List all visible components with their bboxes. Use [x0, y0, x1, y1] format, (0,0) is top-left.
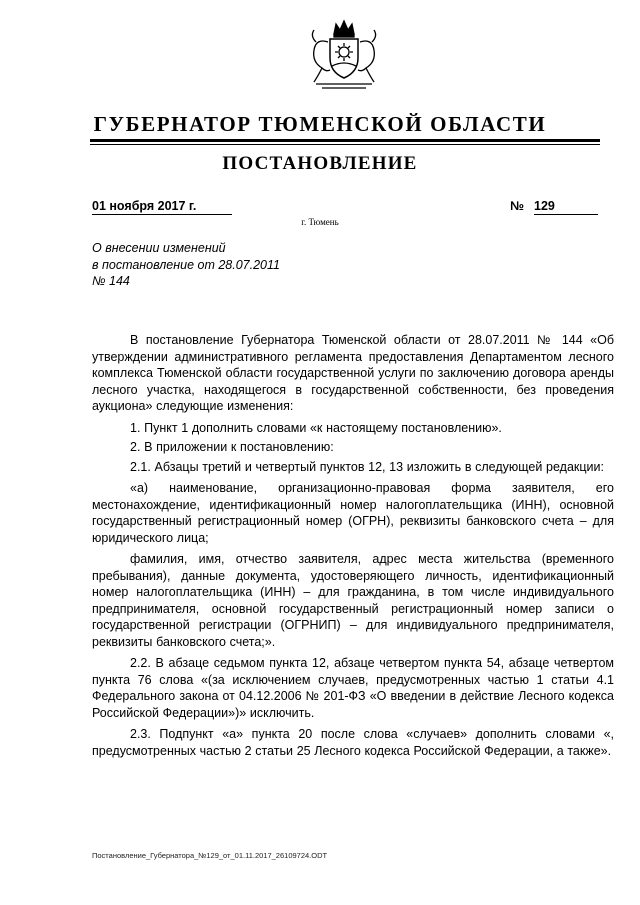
document-date: 01 ноября 2017 г.	[92, 198, 232, 215]
body-paragraph: фамилия, имя, отчество заявителя, адрес места жительства (временного пребывания), данные документа, удостоверяющего личность, идентификационный номер налогоплательщика (ИНН) – для гражданина, в том числе индивидуального предпринимателя, основной государственный регистрационный номер записи о государственной регистрации (ОГРНИП) – для индивидуального предпринимателя, реквизиты банковского счета;».	[92, 552, 614, 649]
subject-line: № 144	[92, 274, 130, 288]
body-paragraph: «а) наименование, организационно-правовая форма заявителя, его местонахождение, идентификационный номер налогоплательщика (ИНН), основной государственный регистрационный номер (ОГРН), реквизиты банковского счета – для юридического лица;	[92, 481, 614, 545]
header-rule-thick	[90, 139, 600, 142]
issuer-title: ГУБЕРНАТОР ТЮМЕНСКОЙ ОБЛАСТИ	[93, 112, 547, 136]
body-paragraph: 2.2. В абзаце седьмом пункта 12, абзаце четвертом пункта 54, абзаце четвертом пункта 76 слова «(за исключением случаев, предусмотренных частью 1 статьи 4.1 Федерального закона от 04.12.2006 № 201-ФЗ «О введении в действие Лесного кодекса Российской Федерации»)» исключить.	[92, 656, 614, 720]
body-paragraph: 1. Пункт 1 дополнить словами «к настоящему постановлению».	[130, 420, 502, 435]
subject-line: в постановление от 28.07.2011	[92, 257, 280, 272]
document-city: г. Тюмень	[301, 217, 339, 227]
document-type: ПОСТАНОВЛЕНИЕ	[222, 153, 418, 174]
body-paragraph: 2.3. Подпункт «а» пункта 20 после слова «случаев» дополнить словами «, предусмотренных частью 2 статьи 25 Лесного кодекса Российской Федерации, а также».	[92, 727, 614, 758]
body-paragraph: 2.1. Абзацы третий и четвертый пунктов 12, 13 изложить в следующей редакции:	[130, 459, 604, 474]
file-footer: Постановление_Губернатора_№129_от_01.11.2017_26109724.ODT	[92, 851, 328, 860]
subject-line: О внесении изменений	[92, 241, 226, 255]
document-body	[92, 332, 614, 764]
document-number: 129	[534, 198, 598, 215]
header-rule-thin	[90, 144, 600, 145]
body-paragraph: В постановление Губернатора Тюменской области от 28.07.2011 № 144 «Об утверждении административного регламента предоставления Департаментом лесного комплекса Тюменской области государственной услуги по заключению договора аренды лесного участка, находящегося в государственной собственности, без проведения аукциона» следующие изменения:	[92, 333, 614, 413]
number-label: №	[510, 199, 524, 213]
document-subject	[92, 240, 372, 290]
coat-of-arms-icon	[300, 12, 388, 96]
body-paragraph: 2. В приложении к постановлению:	[130, 440, 334, 454]
